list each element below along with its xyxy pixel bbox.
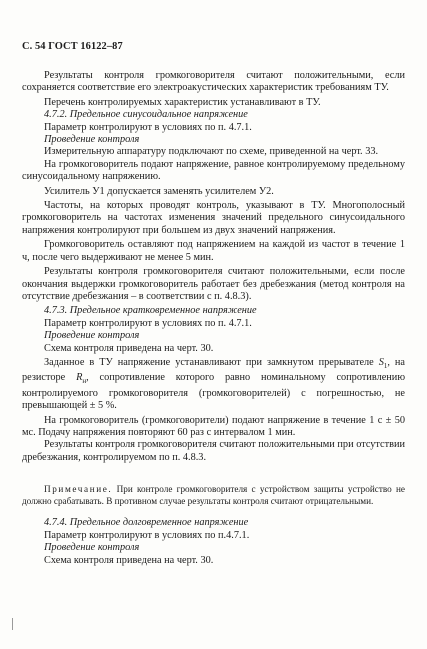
subheading-procedure-1: Проведение контроля — [44, 134, 140, 146]
paragraph-scheme-1: Схема контроля приведена на черт. 30. — [44, 342, 214, 354]
paragraph-connection: Измерительную аппаратуру подключают по схеме, приведенной на черт. 33. — [44, 146, 379, 158]
note-label: Примечание. — [44, 484, 113, 495]
paragraph-parameter-1: Параметр контролируют в условиях по п. 4.7.1. — [44, 121, 252, 133]
paragraph-result-2: Результаты контроля громкоговорителя считают положительными, если после окончания выдержки громкоговоритель работает без дребезжания (метод контроля на отсутствие дребезжания – в соответствии с п. 4.8.3). — [22, 266, 405, 302]
scan-edge-mark — [12, 618, 13, 630]
paragraph-amplifier: Усилитель У1 допускается заменять усилителем У2. — [44, 185, 274, 197]
paragraph-apply-voltage: На громкоговоритель подают напряжение, равное контролируемому предельному синусоидальному напряжению. — [22, 158, 405, 183]
subheading-procedure-2: Проведение контроля — [44, 330, 140, 342]
symbol-s-subscript: 1 — [383, 361, 388, 370]
paragraph-scheme-2: Схема контроля приведена на черт. 30. — [44, 554, 214, 566]
paragraph-parameter-2: Параметр контролируют в условиях по п. 4.7.1. — [44, 317, 252, 329]
paragraph-result-3: Результаты контроля громкоговорителя считают положительными при отсутствии дребезжания, контролируемом по п. 4.8.3. — [22, 439, 405, 463]
symbol-r-subscript: н — [82, 377, 87, 386]
symbol-r: R — [76, 372, 83, 384]
page-header: С. 54 ГОСТ 16122–87 — [22, 41, 123, 52]
paragraph-list-characteristics: Перечень контролируемых характеристик устанавливают в ТУ. — [44, 96, 321, 108]
text-set-voltage-a: Заданное в ТУ напряжение устанавливают при замкнутом прерывателе — [44, 356, 374, 368]
document-body — [22, 70, 405, 567]
paragraph-pulse: На громкоговоритель (громкоговорители) подают напряжение в течение 1 с ± 50 мс. Подачу напряжения повторяют 60 раз с интервалом 1 мин. — [22, 414, 405, 439]
paragraph-parameter-3: Параметр контролируют в условиях по п.4.7.1. — [44, 529, 250, 541]
subheading-procedure-3: Проведение контроля — [44, 542, 140, 554]
section-heading-4-7-4: 4.7.4. Предельное долговременное напряжение — [44, 517, 249, 529]
text-set-voltage-b: , на резисторе — [22, 356, 405, 384]
paragraph-set-voltage — [22, 357, 405, 413]
paragraph-hold: Громкоговоритель оставляют под напряжением на каждой из частот в течение 1 ч, после чего выдерживают не менее 5 мин. — [22, 239, 405, 263]
note — [22, 484, 405, 507]
paragraph-result-1: Результаты контроля громкоговорителя считают положительными, если сохраняется соответствие его электроакустических характеристик требованиям ТУ. — [22, 70, 405, 94]
paragraph-frequencies: Частоты, на которых проводят контроль, указывают в ТУ. Многополосный громкоговоритель на частотах изменения значений предельного синусоидального напряжения контролируют при большем из двух значений напряжения. — [22, 200, 405, 236]
text-set-voltage-c: , сопротивление которого равно номинальному сопротивлению контролируемого громкоговорителя (громкоговорителей) с погрешностью, не превышающей ± 5 %. — [22, 372, 406, 412]
section-heading-4-7-2: 4.7.2. Предельное синусоидальное напряжение — [44, 109, 248, 121]
section-heading-4-7-3: 4.7.3. Предельное кратковременное напряжение — [44, 305, 257, 317]
note-text: При контроле громкоговорителя с устройством защиты устройство не должно срабатывать. В противном случае результаты контроля считают отрицательными. — [22, 484, 406, 506]
symbol-s: S — [378, 356, 384, 368]
